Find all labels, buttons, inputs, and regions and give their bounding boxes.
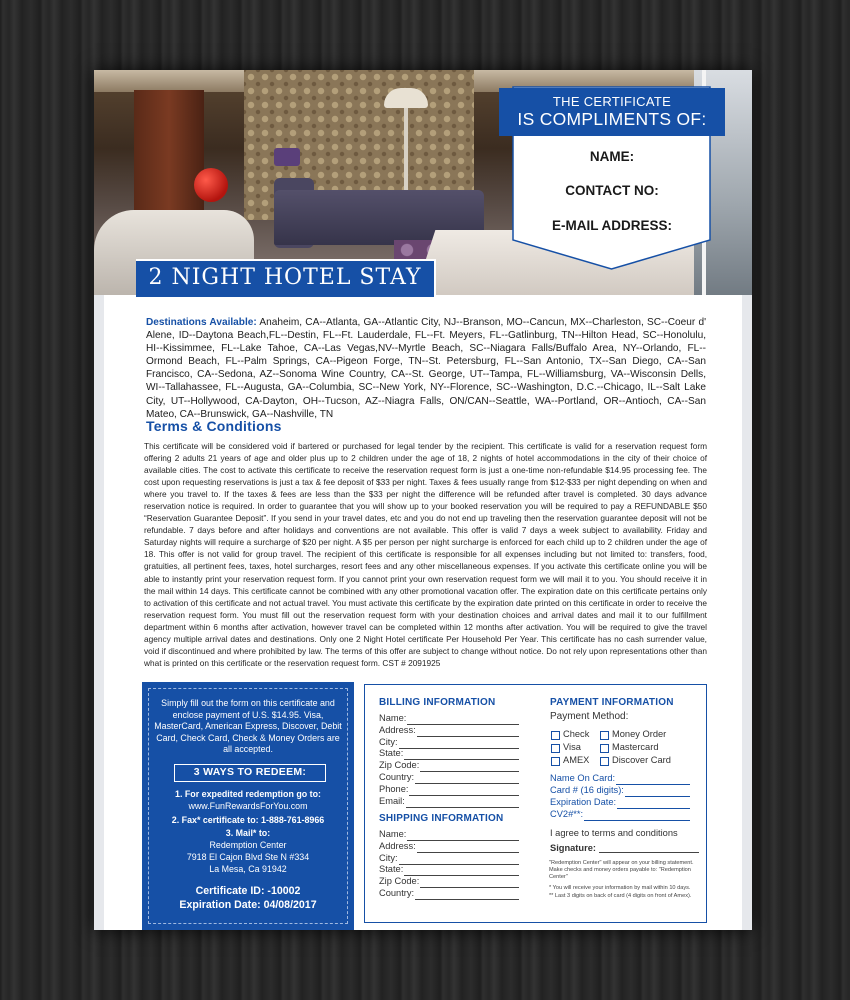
- shipping-field-input-line[interactable]: [417, 852, 519, 853]
- card-field-label: Name On Card:: [550, 773, 616, 783]
- billing-field-input-line[interactable]: [404, 759, 519, 760]
- money-order-checkbox[interactable]: [600, 731, 609, 740]
- redeem-step3-title: 3. Mail* to:: [225, 828, 271, 838]
- check-option-label: Check: [563, 729, 590, 739]
- billing-field-label: Phone:: [379, 783, 409, 794]
- amex-option-label: AMEX: [563, 755, 590, 765]
- card-field-label: Expiration Date:: [550, 797, 617, 807]
- amex-checkbox[interactable]: [551, 757, 560, 766]
- compliments-header-line1: THE CERTIFICATE: [552, 94, 672, 109]
- photo-red-vase: [194, 168, 228, 202]
- shipping-heading: SHIPPING INFORMATION: [379, 813, 504, 824]
- shipping-field-input-line[interactable]: [415, 899, 519, 900]
- ways-to-redeem-title: 3 WAYS TO REDEEM:: [193, 766, 307, 778]
- card-field-input-line[interactable]: [616, 784, 690, 785]
- payment-method-label: Payment Method:: [550, 711, 629, 722]
- left-margin-stripe: [94, 295, 104, 930]
- fine-print-mail: * You will receive your information by mail within 10 days.: [549, 885, 691, 891]
- billing-field-input-line[interactable]: [417, 736, 519, 737]
- banner-title-band: [136, 259, 436, 297]
- billing-field-input-line[interactable]: [420, 771, 519, 772]
- billing-field-label: Country:: [379, 772, 415, 782]
- card-field-input-line[interactable]: [617, 808, 690, 809]
- redeem-step1-url[interactable]: www.FunRewardsForYou.com: [188, 801, 308, 811]
- money-order-option-label: Money Order: [612, 729, 667, 739]
- visa-checkbox[interactable]: [551, 744, 560, 753]
- destinations-label: Destinations Available:: [146, 317, 257, 328]
- shipping-field-label: Name:: [379, 829, 407, 839]
- expiration-date: Expiration Date: 04/08/2017: [179, 899, 317, 911]
- ways-to-redeem-box: [174, 764, 326, 782]
- photo-floor-lamp-shade: [384, 88, 428, 108]
- certificate-sheet: [94, 70, 752, 930]
- mastercard-checkbox[interactable]: [600, 744, 609, 753]
- billing-field-input-line[interactable]: [415, 783, 519, 784]
- name-label: NAME:: [589, 149, 635, 164]
- shipping-field-label: Zip Code:: [379, 876, 420, 887]
- shipping-field-input-line[interactable]: [399, 864, 519, 865]
- card-field-input-line[interactable]: [625, 796, 690, 797]
- card-field-input-line[interactable]: [584, 820, 690, 821]
- signature-line[interactable]: [599, 852, 699, 853]
- billing-field-input-line[interactable]: [399, 748, 519, 749]
- billing-field-input-line[interactable]: [407, 724, 519, 725]
- terms-paragraph: This certificate will be considered void if bartered or purchased for legal tender by the recipient. This certificate is valid for a reservation request form offering 2 adults 21 years of age and older plus up to 2 children under the age of 18, 2 nights of hotel accommodations in the city of their choice of available cities. The cost to activate this certificate to receive the reservation request form is just a one-time non-refundable $14.95 processing fee. The cost upon requesting reservations is just a tax & fee deposit of $33 per night. Taxes & fees usually range from $12-$33 per night depending on when and where you travel to. If the taxes & fees are less than the $33 per night the difference will be refunded after travel is completed. 30 days advance reservation notice is required. In order to guarantee that you will show up to your booked reservation you will be required to pay a REFUNDABLE $50 “Reservation Guarantee Deposit”. If you send in your travel dates, etc and you do not end up traveling then the reservation guarantee deposit will not be refundable. 7 days before and after holidays and conventions are not available. This offer is valid 7 days a week subject to availability. Friday and Saturday nights will require a surcharge of $20 per night. A $5 per person per night surcharge is enforced for each child up to 2 children under the age of 18. This offer is not valid for group travel. The recipient of this certificate is responsible for all expenses including but not limited to: transfers, food, gratuities, all pertinent fees, taxes, hotel surcharges, resort fees and any other miscellaneous expenses. If you activate this certificate online you will be able to instantly print your reservation request form. If you cannot print your own reservation request form we will mail it to you. You should receive it in the mail within 14 days. This certificate cannot be combined with any other promotional vacation offer. The expiration date on this certificate pertains only to activation of this certificate and not actual travel. You must activate this certificate by the expiration date printed on this certificate in order to receive the reservation request form. You must fill out the reservation request form with your destination choices and arrival dates and mail it to our fulfillment department within 6 months after activation, however travel can be completed within 12 months after activation. You will be required to give the travel agency multiple arrival dates and destinations. Only one 2 Night Hotel certificate Per Household Per Year. This certificate has no cash surrender value, void if discontinued and where prohibited by law. The terms of this offer are subject to change without notice. Do not rely upon representations other than what is printed on this certificate or the reservation request form. CST # 2091925: [144, 441, 707, 668]
- right-margin-stripe: [742, 295, 752, 930]
- shipping-field-label: Country:: [379, 888, 415, 898]
- redeem-step1-title: 1. For expedited redemption go to:: [175, 789, 321, 799]
- destinations-paragraph: [146, 316, 706, 421]
- shipping-field-input-line[interactable]: [404, 875, 519, 876]
- card-field-label: Card # (16 digits):: [550, 785, 624, 795]
- visa-option-label: Visa: [563, 742, 581, 752]
- billing-field-label: Address:: [379, 724, 416, 735]
- redeem-intro: Simply fill out the form on this certificate and enclose payment of U.S. $14.95. Visa, MasterCard, American Express, Discover, Debit Card, Check Card, Check & Money Orders are all accepted.: [154, 698, 342, 755]
- billing-field-label: City:: [379, 736, 398, 747]
- discover-card-checkbox[interactable]: [600, 757, 609, 766]
- shipping-field-input-line[interactable]: [420, 887, 519, 888]
- billing-field-label: Zip Code:: [379, 760, 420, 771]
- billing-heading: BILLING INFORMATION: [379, 697, 496, 708]
- billing-field-input-line[interactable]: [409, 795, 519, 796]
- check-checkbox[interactable]: [551, 731, 560, 740]
- shipping-field-label: Address:: [379, 840, 416, 851]
- payment-heading: PAYMENT INFORMATION: [550, 697, 674, 708]
- shipping-field-label: State:: [379, 864, 404, 875]
- fine-print-cvv: ** Last 3 digits on back of card (4 digits on front of Amex).: [549, 893, 692, 899]
- discover-card-option-label: Discover Card: [612, 755, 671, 765]
- mastercard-option-label: Mastercard: [612, 742, 659, 752]
- compliments-header-line2: IS COMPLIMENTS OF:: [517, 109, 707, 129]
- compliments-header: [499, 88, 725, 136]
- contact-no-label: CONTACT NO:: [565, 183, 659, 198]
- redeem-address-line2: 7918 El Cajon Blvd Ste N #334: [186, 852, 310, 862]
- email-address-label: E-MAIL ADDRESS:: [551, 218, 672, 233]
- billing-field-input-line[interactable]: [406, 807, 519, 808]
- redeem-address-line3: La Mesa, Ca 91942: [209, 864, 287, 874]
- photo-table-lamp: [274, 148, 300, 166]
- card-field-label: CV2#**:: [550, 809, 584, 819]
- redeem-step2-fax: 2. Fax* certificate to: 1-888-761-8966: [171, 815, 325, 825]
- shipping-field-label: City:: [379, 852, 398, 863]
- redeem-address-line1: Redemption Center: [209, 840, 287, 850]
- fine-print-billing: "Redemption Center" will appear on your billing statement. Make checks and money orders payable to: "Redemption Center": [549, 860, 694, 881]
- billing-field-label: Name:: [379, 713, 407, 723]
- signature-label: Signature:: [550, 843, 596, 853]
- shipping-field-input-line[interactable]: [407, 840, 519, 841]
- certificate-id: Certificate ID: -10002: [195, 885, 301, 897]
- banner-title: 2 NIGHT HOTEL STAY: [148, 265, 422, 290]
- terms-heading: Terms & Conditions: [146, 418, 282, 434]
- agree-terms-label: I agree to terms and conditions: [550, 828, 678, 838]
- destinations-list: Anaheim, CA--Atlanta, GA--Atlantic City, NJ--Branson, MO--Cancun, MX--Charleston, SC--Coeur d' Alene, ID--Daytona Beach,FL--Destin, FL--Ft. Lauderdale, FL--Ft. Meyers, FL--Gatlinburg, TN--Hilton Head, SC--Honolulu, HI--Kissimmee, FL--Lake Tahoe, CA--Las Vegas,NV--Myrtle Beach, SC--Niagara Falls/Buffalo Area, NY--Orlando, FL--Ormond Beach, FL--Palm Springs, CA--Pigeon Forge, TN--St. Petersburg, FL--San Antonio, TX--San Diego, CA--San Francisco, CA--Sedona, AZ--Sonoma Wine Country, CA--St. George, UT--Tampa, FL--Williamsburg, VA--Wisconsin Dells, WI--Tallahassee, FL--Augusta, GA--Columbia, SC--New York, NY--Florence, SC--Washington, D.C.--Chicago, IL--Salt Lake City, UT--Hollywood, CA-Dayton, OH--Tucson, AZ--Niagra Falls, ON/CAN--Seattle, WA--Portland, OR--Antioch, CA--San Mateo, CA--Brunswick, GA--Nashville, TN: [146, 317, 707, 420]
- billing-field-label: Email:: [379, 795, 405, 806]
- billing-field-label: State:: [379, 748, 404, 759]
